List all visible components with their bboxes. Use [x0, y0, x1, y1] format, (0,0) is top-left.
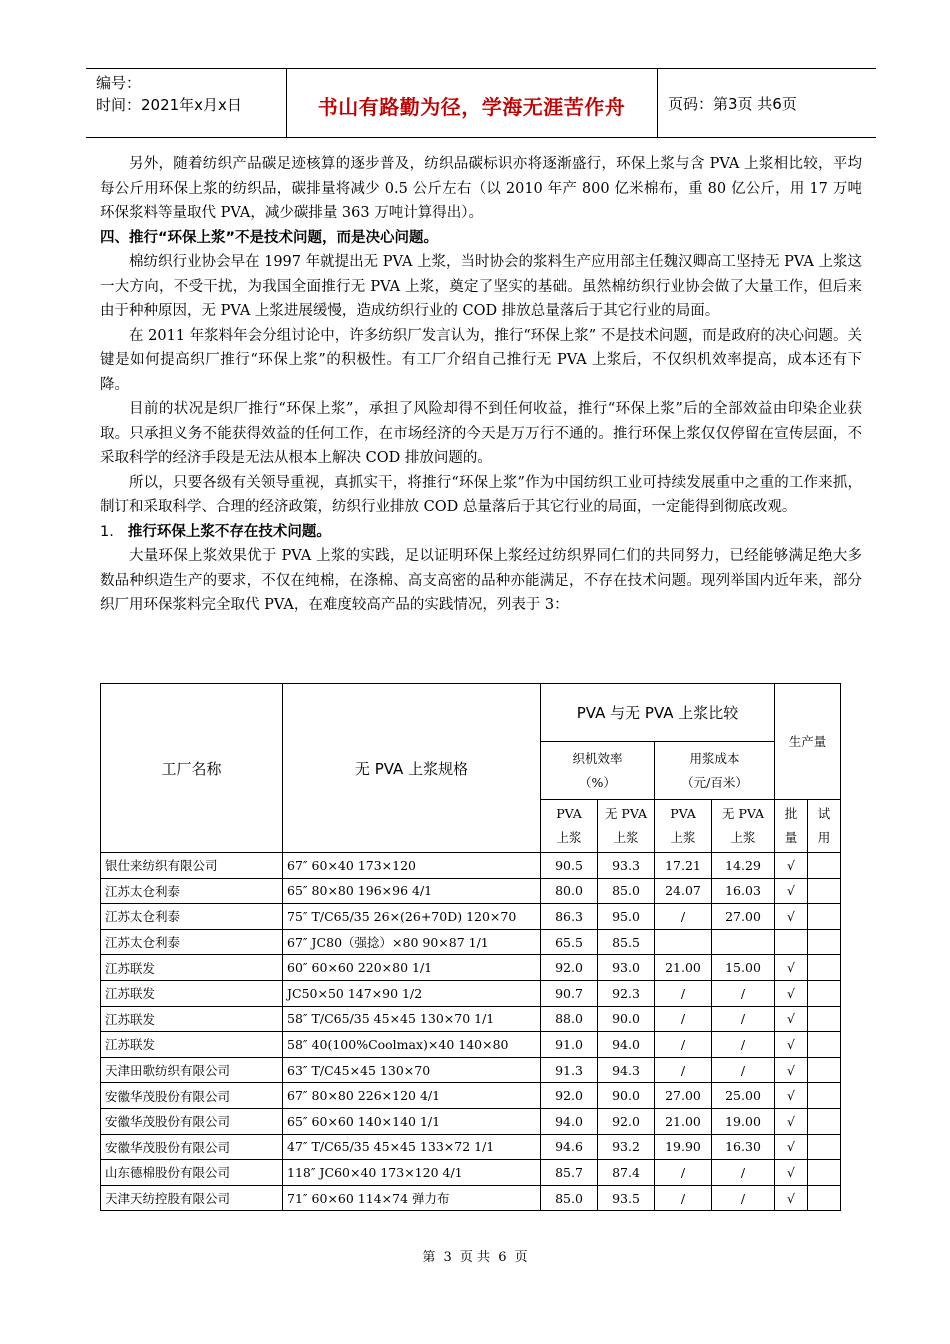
header-line: PVA [556, 806, 582, 821]
header-line: 无 PVA [721, 806, 765, 821]
cell-spec: 65″ 80×80 196×96 4/1 [283, 878, 541, 904]
cell-eff-nopva: 93.2 [598, 1134, 655, 1160]
cell-cost-nopva: / [712, 980, 775, 1006]
cell-batch: √ [775, 980, 808, 1006]
cell-cost-pva: / [655, 1057, 712, 1083]
cell-trial [808, 1083, 841, 1109]
cell-eff-nopva: 94.3 [598, 1057, 655, 1083]
header-line: 用 [817, 830, 831, 845]
cell-factory: 安徽华茂股份有限公司 [101, 1083, 283, 1109]
cell-trial [808, 1185, 841, 1211]
cell-batch: √ [775, 1108, 808, 1134]
cell-trial [808, 1057, 841, 1083]
subsection-heading [100, 520, 862, 545]
cell-eff-nopva: 92.0 [598, 1108, 655, 1134]
header-meta [96, 72, 281, 116]
paragraph: 目前的状况是织厂推行“环保上浆”，承担了风险却得不到任何收益，推行“环保上浆”后的全部效益由印染企业获取。只承担义务不能获得效益的任何工作，在市场经济的今天是万万行不通的。推行环保上浆仅仅停留在宣传层面，不采取科学的经济手段是无法从根本上解决 COD 排放问题的。 [100, 401, 862, 466]
header-efficiency-unit: （%） [579, 774, 616, 790]
cell-spec: 60″ 60×60 220×80 1/1 [283, 955, 541, 981]
cell-batch: √ [775, 1160, 808, 1186]
header-line: 上浆 [730, 830, 756, 845]
header-line: 上浆 [613, 830, 639, 845]
cell-spec: JC50×50 147×90 1/2 [283, 980, 541, 1006]
cell-eff-nopva: 90.0 [598, 1006, 655, 1032]
cell-cost-pva: / [655, 980, 712, 1006]
header-trial [808, 800, 841, 853]
cell-batch: √ [775, 853, 808, 879]
header-page-label: 页码：第3页 共6页 [668, 95, 797, 113]
cell-batch: √ [775, 904, 808, 930]
cell-factory: 江苏联发 [101, 980, 283, 1006]
cell-cost-pva: 24.07 [655, 878, 712, 904]
table-row [101, 1160, 841, 1186]
header-cost-unit: （元/百米） [681, 774, 748, 790]
cell-cost-pva: / [655, 1185, 712, 1211]
cell-cost-nopva: 16.30 [712, 1134, 775, 1160]
table-row [101, 1083, 841, 1109]
cell-factory: 江苏太仓利泰 [101, 878, 283, 904]
table-row [101, 1108, 841, 1134]
cell-cost-pva: 19.90 [655, 1134, 712, 1160]
footer-pre: 第 [422, 1250, 436, 1265]
cell-eff-nopva: 94.0 [598, 1032, 655, 1058]
cell-factory: 银仕来纺织有限公司 [101, 853, 283, 879]
cell-factory: 天津天纺控股有限公司 [101, 1185, 283, 1211]
header-line: 上浆 [670, 830, 696, 845]
cell-eff-pva: 65.5 [541, 929, 598, 955]
cell-eff-pva: 90.5 [541, 853, 598, 879]
cell-eff-pva: 92.0 [541, 955, 598, 981]
cell-trial [808, 955, 841, 981]
header-cost-label: 用浆成本 [689, 750, 740, 766]
header-line: PVA [670, 806, 696, 821]
document-body [100, 152, 862, 618]
cell-factory: 江苏联发 [101, 955, 283, 981]
cell-cost-pva [655, 929, 712, 955]
cell-cost-nopva [712, 929, 775, 955]
cell-spec: 47″ T/C65/35 45×45 133×72 1/1 [283, 1134, 541, 1160]
cell-cost-pva: 27.00 [655, 1083, 712, 1109]
document-number: 编号： [96, 74, 142, 92]
cell-factory: 江苏联发 [101, 1032, 283, 1058]
cell-eff-pva: 85.7 [541, 1160, 598, 1186]
cell-batch: √ [775, 1083, 808, 1109]
header-output: 生产量 [775, 684, 841, 800]
header-cost-pva [655, 800, 712, 853]
cell-cost-pva: 21.00 [655, 1108, 712, 1134]
page-footer [0, 1246, 950, 1265]
cell-eff-pva: 91.3 [541, 1057, 598, 1083]
section-heading: 四、推行“环保上浆”不是技术问题，而是决心问题。 [100, 229, 439, 246]
subsection-number: 1. [100, 523, 114, 540]
cell-trial [808, 1032, 841, 1058]
cell-cost-nopva: / [712, 1160, 775, 1186]
cell-trial [808, 1134, 841, 1160]
cell-eff-pva: 88.0 [541, 1006, 598, 1032]
table-row [101, 878, 841, 904]
cell-cost-pva: 21.00 [655, 955, 712, 981]
paragraph: 在 2011 年浆料年会分组讨论中，许多纺织厂发言认为，推行“环保上浆” 不是技术问题，而是政府的决心问题。关键是如何提高织厂推行“环保上浆”的积极性。有工厂介绍自己推行无 PVA 上浆后，不仅织机效率提高，成本还有下降。 [100, 327, 862, 393]
header-line: 试 [817, 806, 831, 821]
cell-eff-pva: 94.0 [541, 1108, 598, 1134]
cell-eff-nopva: 85.5 [598, 929, 655, 955]
paragraph: 所以，只要各级有关领导重视，真抓实干，将推行“环保上浆”作为中国纺织工业可持续发展重中之重的工作来抓，制订和采取科学、合理的经济政策，纺织行业排放 COD 总量落后于其它行业的局面，一定能得到彻底改观。 [100, 474, 862, 515]
cell-spec: 63″ T/C45×45 130×70 [283, 1057, 541, 1083]
cell-spec: 67″ 60×40 173×120 [283, 853, 541, 879]
cell-cost-nopva: 27.00 [712, 904, 775, 930]
cell-batch: √ [775, 1032, 808, 1058]
header-line: 量 [784, 830, 798, 845]
footer-mid: 页 共 [459, 1250, 491, 1265]
cell-eff-nopva: 93.5 [598, 1185, 655, 1211]
cell-batch: √ [775, 1185, 808, 1211]
cell-spec: 118″ JC60×40 173×120 4/1 [283, 1160, 541, 1186]
cell-eff-pva: 86.3 [541, 904, 598, 930]
cell-cost-nopva: 15.00 [712, 955, 775, 981]
header-line: 无 PVA [604, 806, 648, 821]
header-eff-pva [541, 800, 598, 853]
cell-cost-nopva: / [712, 1032, 775, 1058]
cell-spec: 67″ JC80（强捻）×80 90×87 1/1 [283, 929, 541, 955]
cell-cost-nopva: / [712, 1185, 775, 1211]
cell-spec: 58″ T/C65/35 45×45 130×70 1/1 [283, 1006, 541, 1032]
header-spec: 无 PVA 上浆规格 [283, 684, 541, 853]
header-efficiency [541, 742, 655, 800]
cell-eff-nopva: 87.4 [598, 1160, 655, 1186]
table-row [101, 929, 841, 955]
cell-eff-pva: 94.6 [541, 1134, 598, 1160]
cell-factory: 安徽华茂股份有限公司 [101, 1108, 283, 1134]
header-motto: 书山有路勤为径，学海无涯苦作舟 [317, 95, 626, 119]
header-line: 上浆 [556, 830, 582, 845]
table-row [101, 1057, 841, 1083]
cell-cost-pva: / [655, 1160, 712, 1186]
header-eff-nopva [598, 800, 655, 853]
cell-cost-nopva: 25.00 [712, 1083, 775, 1109]
cell-trial [808, 980, 841, 1006]
cell-cost-nopva: 16.03 [712, 878, 775, 904]
cell-trial [808, 878, 841, 904]
cell-eff-nopva: 85.0 [598, 878, 655, 904]
header-batch [775, 800, 808, 853]
table-row [101, 980, 841, 1006]
cell-cost-nopva: / [712, 1057, 775, 1083]
table-row [101, 955, 841, 981]
cell-trial [808, 904, 841, 930]
cell-spec: 58″ 40(100%Coolmax)×40 140×80 [283, 1032, 541, 1058]
cell-spec: 67″ 80×80 226×120 4/1 [283, 1083, 541, 1109]
cell-trial [808, 929, 841, 955]
cell-factory: 安徽华茂股份有限公司 [101, 1134, 283, 1160]
cell-cost-pva: 17.21 [655, 853, 712, 879]
cell-spec: 71″ 60×60 114×74 弹力布 [283, 1185, 541, 1211]
cell-eff-nopva: 93.0 [598, 955, 655, 981]
cell-factory: 江苏联发 [101, 1006, 283, 1032]
cell-spec: 65″ 60×60 140×140 1/1 [283, 1108, 541, 1134]
cell-factory: 天津田歌纺织有限公司 [101, 1057, 283, 1083]
page-header [86, 68, 876, 138]
cell-batch [775, 929, 808, 955]
cell-batch: √ [775, 1057, 808, 1083]
paragraph: 另外，随着纺织产品碳足迹核算的逐步普及，纺织品碳标识亦将逐渐盛行，环保上浆与含 PVA 上浆相比较，平均每公斤用环保上浆的纺织品，碳排量将减少 0.5 公斤左右（以 2010 年产 800 亿米棉布，重 80 亿公斤，用 17 万吨环保浆料等量取代 PVA，减少碳排量 363 万吨计算得出）。 [100, 156, 862, 221]
paragraph: 棉纺织行业协会早在 1997 年就提出无 PVA 上浆，当时协会的浆料生产应用部主任魏汉卿高工坚持无 PVA 上浆这一大方向，不受干扰，为我国全面推行无 PVA 上浆，奠定了坚实的基础。虽然棉纺织行业协会做了大量工作，但后来由于种种原因，无 PVA 上浆进展缓慢，造成纺织行业的 COD 排放总量落后于其它行业的局面。 [100, 254, 862, 319]
cell-batch: √ [775, 878, 808, 904]
cell-factory: 山东德棉股份有限公司 [101, 1160, 283, 1186]
cell-batch: √ [775, 955, 808, 981]
document-time: 时间：2021年x月x日 [96, 96, 242, 114]
table-row [101, 1185, 841, 1211]
table-row [101, 1134, 841, 1160]
cell-cost-nopva: 14.29 [712, 853, 775, 879]
cell-eff-pva: 85.0 [541, 1185, 598, 1211]
cell-factory: 江苏太仓利泰 [101, 929, 283, 955]
table-row [101, 904, 841, 930]
cell-eff-nopva: 95.0 [598, 904, 655, 930]
cell-batch: √ [775, 1134, 808, 1160]
header-cost-nopva [712, 800, 775, 853]
cell-cost-nopva: 19.00 [712, 1108, 775, 1134]
cell-batch: √ [775, 1006, 808, 1032]
cell-eff-pva: 92.0 [541, 1083, 598, 1109]
footer-post: 页 [514, 1250, 528, 1265]
header-factory: 工厂名称 [101, 684, 283, 853]
cell-trial [808, 1160, 841, 1186]
table-row [101, 853, 841, 879]
footer-total-pages: 6 [498, 1250, 507, 1265]
header-efficiency-label: 织机效率 [572, 750, 623, 766]
cell-cost-pva: / [655, 904, 712, 930]
cell-eff-nopva: 93.3 [598, 853, 655, 879]
header-line: 批 [784, 806, 798, 821]
cell-eff-pva: 80.0 [541, 878, 598, 904]
cell-eff-nopva: 92.3 [598, 980, 655, 1006]
table-row [101, 1032, 841, 1058]
cell-eff-pva: 91.0 [541, 1032, 598, 1058]
table-body [101, 853, 841, 1211]
cell-eff-pva: 90.7 [541, 980, 598, 1006]
header-cost [655, 742, 775, 800]
cell-eff-nopva: 90.0 [598, 1083, 655, 1109]
comparison-table [100, 683, 841, 1211]
cell-cost-pva: / [655, 1006, 712, 1032]
cell-spec: 75″ T/C65/35 26×(26+70D) 120×70 [283, 904, 541, 930]
header-compare: PVA 与无 PVA 上浆比较 [541, 684, 775, 742]
footer-page-number: 3 [443, 1250, 452, 1265]
cell-trial [808, 853, 841, 879]
table-row [101, 1006, 841, 1032]
header-divider [657, 69, 658, 137]
subsection-title: 推行环保上浆不存在技术问题。 [127, 523, 331, 540]
paragraph: 大量环保上浆效果优于 PVA 上浆的实践，足以证明环保上浆经过纺织界同仁们的共同努力，已经能够满足绝大多数品种织造生产的要求，不仅在纯棉，在涤棉、高支高密的品种亦能满足，不存在技术问题。现列举国内近年来，部分织厂用环保浆料完全取代 PVA，在难度较高产品的实践情况，列表于 3： [100, 548, 862, 613]
cell-cost-nopva: / [712, 1006, 775, 1032]
cell-factory: 江苏太仓利泰 [101, 904, 283, 930]
cell-trial [808, 1006, 841, 1032]
cell-trial [808, 1108, 841, 1134]
cell-cost-pva: / [655, 1032, 712, 1058]
